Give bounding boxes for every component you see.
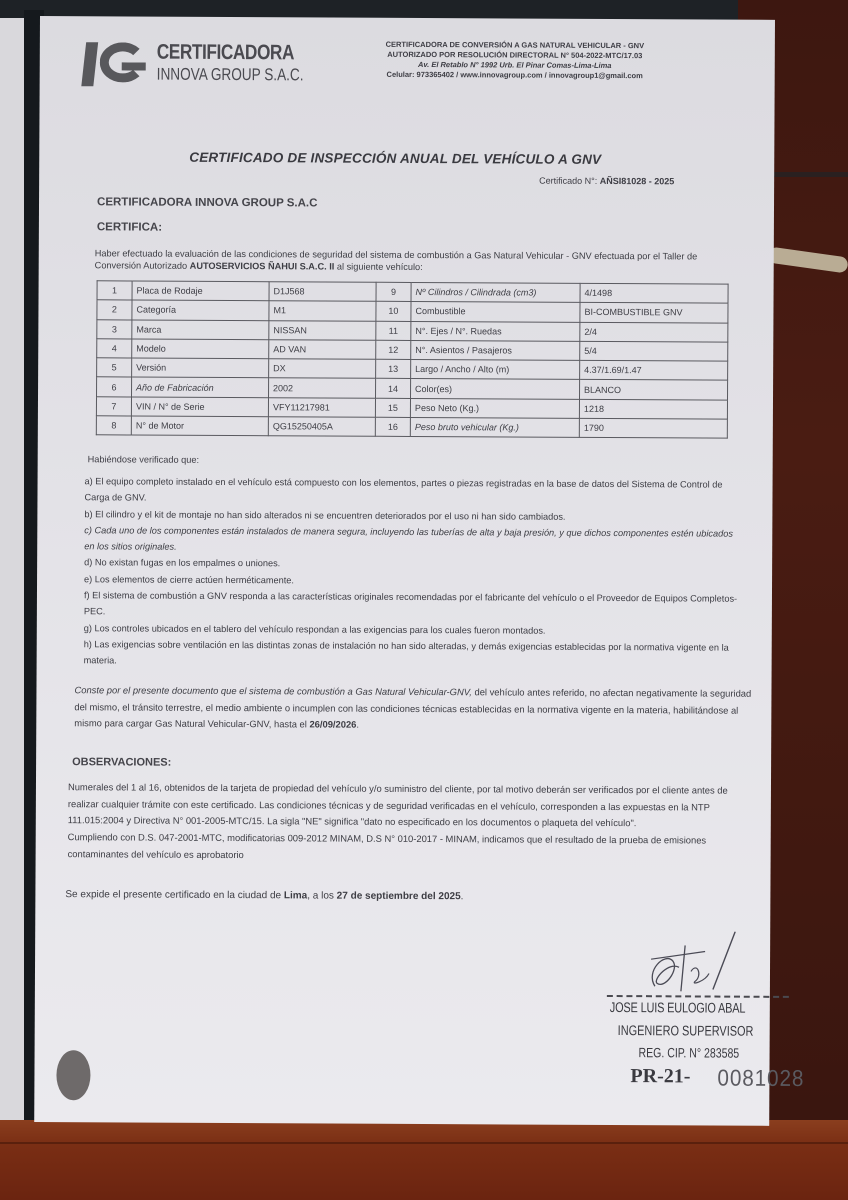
- field-value: NISSAN: [269, 320, 376, 340]
- vehicle-table: [96, 280, 729, 439]
- verification-item: g) Los controles ubicados en el tablero del vehículo respondan a las exigencias para los cuales fueron montados.: [83, 622, 546, 636]
- background-rod: [773, 172, 848, 177]
- verification-item: a) El equipo completo instalado en el vehículo está compuesto con los elementos, partes o piezas registradas en la base de datos del Sistema de Control de Carga de GNV.: [84, 476, 723, 503]
- verification-item: c) Cada uno de los componentes están instalados de manera segura, incluyendo las tuberías de alta y baja presión, y que dichos componentes estén ubicados en los sitios originales.: [84, 525, 733, 552]
- field-value: BLANCO: [580, 380, 728, 400]
- signer-name: JOSE LUIS EULOGIO ABAL: [609, 998, 746, 1016]
- field-value: D1J568: [269, 282, 376, 302]
- field-label: Año de Fabricación: [132, 377, 269, 397]
- issued-city: Lima: [283, 890, 308, 902]
- row-number: 8: [96, 416, 131, 435]
- company-name: CERTIFICADORA INNOVA GROUP S.A.C: [96, 196, 318, 210]
- issued-middle: , a los: [307, 890, 337, 902]
- verification-item: f) El sistema de combustión a GNV responda a las características originales recomendadas por el fabricante del vehículo o el Proveedor de Equipos Completos-PEC.: [83, 590, 738, 617]
- row-number: 4: [97, 339, 132, 358]
- intro-text-2: al siguiente vehículo:: [334, 261, 423, 273]
- field-value: 2/4: [580, 322, 728, 342]
- header-address: Av. El Retablo N° 1992 Urb. El Pinar Comas-Lima-Lima: [417, 59, 612, 70]
- verification-item: h) Las exigencias sobre ventilación en las distintas zonas de instalación no han sido alteradas, y demás exigencias establecidas por la normativa vigente en la materia.: [83, 639, 729, 666]
- field-label: N°. Ejes / N°. Ruedas: [411, 321, 580, 341]
- field-value: DX: [269, 359, 376, 379]
- issued-prefix: Se expide el presente certificado en la ciudad de: [65, 889, 284, 902]
- header-contact: Celular: 973365402 / www.innovagroup.com / innovagroup1@gmail.com: [386, 69, 643, 81]
- row-number: 10: [376, 302, 411, 321]
- row-number: 7: [96, 397, 131, 416]
- conste-italic: Conste por el presente documento que el sistema de combustión a Gas Natural Vehicular-GNV,: [74, 684, 472, 698]
- serial-prefix: PR-21-: [630, 1065, 691, 1088]
- row-number: 12: [376, 340, 411, 359]
- certificate-page: [34, 16, 805, 1126]
- certificate-number: [539, 176, 674, 187]
- row-number: 11: [376, 321, 411, 340]
- row-number: 1: [97, 281, 132, 300]
- valid-until-date: 26/09/2026: [309, 718, 357, 730]
- header-info: [350, 40, 680, 82]
- field-label: Nº Cilindros / Cilindrada (cm3): [411, 282, 580, 302]
- field-label: Modelo: [132, 339, 269, 359]
- certificate-number-label: Certificado N°:: [539, 175, 598, 186]
- field-value: M1: [269, 301, 376, 321]
- field-label: Categoría: [132, 300, 269, 320]
- background-left-sheet: [0, 18, 26, 1128]
- row-number: 16: [375, 417, 410, 436]
- verification-list: [84, 473, 745, 672]
- conste-text: del vehículo antes referido, no afectan negativamente la seguridad del mismo, el tránsito terrestre, el medio ambiente o incumplen con las condiciones técnicas establecidas en la normativa vigente en la materia, habilitándose al mismo para cargar Gas Natural Vehicular-GNV, hasta el: [74, 686, 752, 730]
- issued-end: .: [460, 891, 464, 903]
- background-desk: [0, 1120, 848, 1200]
- logo-line-1: CERTIFICADORA: [156, 40, 295, 65]
- field-value: VFY11217981: [268, 397, 375, 417]
- row-number: 5: [97, 358, 132, 377]
- signer-role: INGENIERO SUPERVISOR: [617, 1022, 754, 1039]
- field-value: 1790: [579, 418, 727, 438]
- field-label: Marca: [132, 320, 269, 340]
- field-label: N°. Asientos / Pasajeros: [411, 340, 580, 360]
- signer-registration: REG. CIP. N° 283585: [638, 1045, 740, 1061]
- row-number: 9: [376, 282, 411, 301]
- field-value: 1218: [579, 399, 727, 419]
- observations-paragraph-2: Cumpliendo con D.S. 047-2001-MTC, modificatorias 009-2012 MINAM, D.S N° 010-2017 - MINAM, indicamos que el resultado de la prueba de emisiones contaminantes del vehículo es aprobatorio: [67, 831, 707, 860]
- table-row: [96, 416, 727, 439]
- certifica-heading: CERTIFICA:: [96, 221, 163, 234]
- punch-hole: [56, 1050, 90, 1100]
- row-number: 2: [97, 300, 132, 319]
- certificate-number-value: AÑSI81028 - 2025: [599, 175, 675, 187]
- observations-text: [68, 779, 758, 866]
- logo-ig-icon: [82, 38, 152, 86]
- field-label: Versión: [132, 358, 269, 378]
- row-number: 3: [97, 319, 132, 338]
- observations-paragraph-1: Numerales del 1 al 16, obtenidos de la tarjeta de propiedad del vehículo y/o suministro del cliente, por tal motivo deberán ser verificados por el cliente antes de realizar cualquier trámite con este certificado. Las condiciones técnicas y de seguridad verificadas en el vehículo, corresponden a las expuestas en la NTP 111.015:2004 y Directiva N° 001-2005-MTC/15. La sigla "NE" significa "dato no especificado en los documentos o plaqueta del vehículo".: [67, 781, 728, 829]
- verification-item: e) Los elementos de cierre actúen herméticamente.: [84, 574, 294, 586]
- field-label: Peso bruto vehicular (Kg.): [410, 418, 579, 438]
- verification-item: d) No existan fugas en los empalmes o uniones.: [84, 557, 281, 569]
- row-number: 13: [376, 359, 411, 378]
- logo-line-2: INNOVA GROUP S.A.C.: [156, 64, 304, 85]
- document-title: CERTIFICADO DE INSPECCIÓN ANUAL DEL VEHÍCULO A GNV: [189, 149, 602, 167]
- field-label: N° de Motor: [131, 416, 268, 436]
- verification-heading: Habiéndose verificado que:: [87, 454, 200, 465]
- field-value: 4/1498: [580, 283, 728, 303]
- header-info-line-2: AUTORIZADO POR RESOLUCIÓN DIRECTORAL N° 504-2022-MTC/17.03: [387, 49, 643, 61]
- field-value: AD VAN: [269, 340, 376, 360]
- conste-paragraph: [74, 682, 754, 735]
- field-value: 2002: [269, 378, 376, 398]
- observations-heading: OBSERVACIONES:: [72, 756, 172, 769]
- field-label: Peso Neto (Kg.): [410, 398, 579, 418]
- row-number: 6: [97, 377, 132, 396]
- issued-statement: [65, 889, 463, 902]
- row-number: 15: [375, 398, 410, 417]
- field-value: 4.37/1.69/1.47: [580, 361, 728, 381]
- company-logo: [82, 36, 304, 89]
- field-label: Placa de Rodaje: [132, 281, 269, 301]
- header-info-line-1: CERTIFICADORA DE CONVERSIÓN A GAS NATURAL VEHICULAR - GNV: [385, 39, 645, 51]
- intro-paragraph: [95, 247, 735, 274]
- workshop-name: AUTOSERVICIOS ÑAHUI S.A.C. II: [189, 260, 335, 272]
- field-label: Color(es): [411, 379, 580, 399]
- field-value: 5/4: [580, 341, 728, 361]
- field-value: BI-COMBUSTIBLE GNV: [580, 303, 728, 323]
- row-number: 14: [376, 379, 411, 398]
- signature-icon: [635, 931, 755, 1002]
- issued-date: 27 de septiembre del 2025: [336, 890, 461, 903]
- verification-item: b) El cilindro y el kit de montaje no han sido alterados ni se encuentren deteriorados por el uso ni han sido cambiados.: [84, 508, 566, 522]
- field-label: VIN / N° de Serie: [131, 397, 268, 417]
- conste-end: .: [356, 718, 360, 730]
- field-label: Largo / Ancho / Alto (m): [411, 360, 580, 380]
- desk-edge: [0, 1142, 848, 1144]
- serial-number: 0081028: [717, 1064, 805, 1092]
- intro-text-1: Haber efectuado la evaluación de las condiciones de seguridad del sistema de combustión a Gas Natural Vehicular - GNV efectuada por el Taller de Conversión Autorizado: [94, 248, 698, 271]
- field-value: QG15250405A: [268, 417, 375, 437]
- field-label: Combustible: [411, 302, 580, 322]
